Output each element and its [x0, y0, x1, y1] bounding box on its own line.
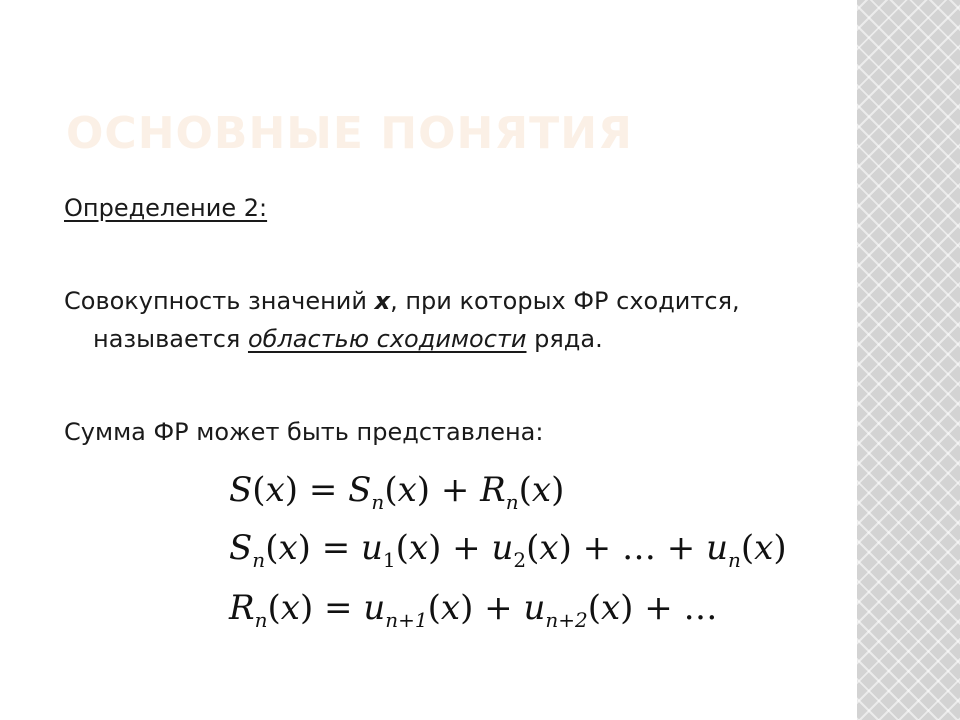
formula-remainder: $R_n(x) = u_{n+1}(x) + u_{n+2}(x)$ + … [229, 588, 718, 632]
variable-x: x [374, 287, 391, 315]
definition-heading: Определение 2: [64, 194, 268, 222]
formula-partial-sum: $S_n(x) = u_1(x) + u_2(x)$ + … + $u_n(x)$ [229, 528, 787, 572]
slide-title: ОСНОВНЫЕ ПОНЯТИЯ [66, 108, 633, 159]
sum-intro-text: Сумма ФР может быть представлена: [64, 418, 544, 446]
paragraph-line-1: Совокупность значений x, при которых ФР сходится, [64, 287, 740, 315]
decorative-side-band [857, 0, 960, 720]
formula-sum: $S(x) = S_n(x) + R_n(x)$ [229, 470, 565, 514]
paragraph-line-2: называется областью сходимости ряда. [93, 325, 603, 353]
convergence-region-term: областью сходимости [247, 325, 527, 353]
